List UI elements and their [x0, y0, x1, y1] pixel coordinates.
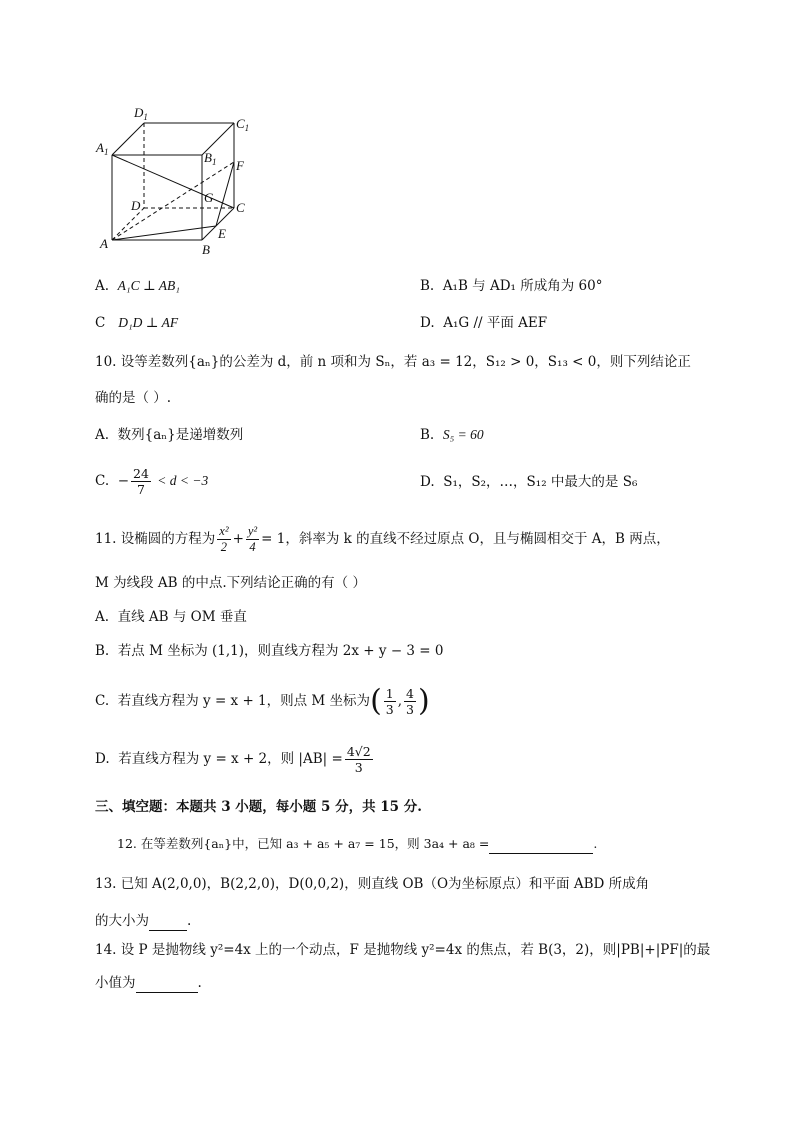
q9-option-a [95, 276, 180, 296]
option-label: C [95, 315, 106, 331]
q14-stem-line2 [95, 973, 202, 993]
q9-option-c [95, 313, 178, 333]
period: . [593, 836, 598, 851]
fraction-denominator: 4 [249, 540, 256, 554]
option-label: B. [95, 643, 110, 659]
fraction-denominator: 3 [385, 702, 394, 717]
q11-option-b [95, 641, 444, 661]
stem-text: 12. 在等差数列{aₙ}中，已知 a₃ + a₅ + a₇ = 15，则 3a₄ + a₈ = [117, 836, 490, 851]
q11-stem-line2: M 为线段 AB 的中点.下列结论正确的有（ ） [95, 575, 366, 591]
fraction-denominator: 3 [406, 702, 414, 717]
period: . [187, 913, 192, 929]
q10-option-c [95, 463, 208, 499]
q9-option-d [420, 313, 547, 333]
option-text: 直线 AB 与 OM 垂直 [117, 609, 247, 625]
option-text: A₁C ⊥ AB₁ [117, 278, 180, 293]
fraction-y2-over-4 [246, 524, 259, 555]
option-text: 若点 M 坐标为 (1,1)，则直线方程为 2x + y − 3 = 0 [117, 643, 444, 659]
fraction-denominator: 2 [220, 540, 228, 554]
label-B: B [202, 242, 210, 257]
option-text: D₁D ⊥ AF [118, 315, 179, 330]
q10-option-b [420, 425, 484, 445]
q10-option-a [95, 425, 243, 445]
q11-option-c [95, 682, 430, 720]
label-D: D [131, 198, 141, 213]
answer-blank [149, 916, 187, 931]
option-text: S₅ = 60 [442, 427, 484, 442]
stem-text: 11. 设椭圆的方程为 [95, 531, 216, 547]
option-label: B. [420, 427, 435, 443]
fraction-numerator: y² [247, 524, 258, 538]
section-3-heading: 三、填空题：本题共 3 小题，每小题 5 分，共 15 分. [95, 799, 422, 815]
label-B1: $B_1$ [204, 150, 217, 167]
option-label: D. [95, 751, 110, 767]
fraction-x2-over-2 [217, 524, 230, 555]
option-text: 若直线方程为 y = x + 2，则 |AB| = [118, 751, 343, 767]
option-text: A₁G // 平面 AEF [443, 315, 548, 331]
q10-stem-line2: 确的是（ ）. [95, 390, 172, 406]
q13-stem-line1: 13. 已知 A(2,0,0)，B(2,2,0)，D(0,0,2)，则直线 OB（O为坐标原点）和平面 ABD 所成角 [95, 876, 650, 892]
fraction-4root2-over-3 [345, 744, 373, 775]
option-label: A. [95, 278, 110, 294]
stem-text: 小值为 [95, 975, 136, 991]
q9-option-b [420, 276, 602, 296]
comma: , [397, 693, 403, 709]
option-label: C. [95, 473, 110, 489]
q12-stem [117, 834, 597, 854]
label-F: F [236, 158, 244, 173]
fraction-denominator: 7 [137, 482, 145, 497]
fraction-numerator: 1 [385, 686, 394, 701]
option-label: B. [420, 278, 435, 294]
edge-A1D1 [112, 123, 144, 155]
label-A1: $A_1$ [96, 140, 109, 157]
period: . [197, 975, 202, 991]
label-C: C [236, 200, 245, 215]
label-E: E [218, 226, 226, 241]
q13-stem-line2 [95, 911, 191, 931]
q14-stem-line1: 14. 设 P 是抛物线 y²=4x 上的一个动点，F 是抛物线 y²=4x 的焦点，若 B(3，2)，则|PB|+|PF|的最 [95, 942, 711, 958]
q10-option-d [420, 472, 637, 492]
minus-sign: − [117, 473, 130, 489]
stem-text: = 1，斜率为 k 的直线不经过原点 O，且与椭圆相交于 A，B 两点， [261, 531, 670, 547]
option-label: C. [95, 693, 110, 709]
q10-stem-line1: 10. 设等差数列{aₙ}的公差为 d，前 n 项和为 Sₙ，若 a₃ = 12，S₁₂ > 0，S₁₃ < 0，则下列结论正 [95, 354, 691, 370]
stem-text: 的大小为 [95, 913, 149, 929]
option-text: 若直线方程为 y = x + 1，则点 M 坐标为 [117, 693, 371, 709]
label-G: G [204, 190, 214, 205]
fraction-numerator: x² [219, 524, 229, 538]
fraction-one-third [384, 686, 396, 717]
option-label: A. [95, 427, 110, 443]
label-A: A [100, 236, 108, 251]
option-label: D. [420, 474, 435, 490]
option-text: S₁，S₂，…，S₁₂ 中最大的是 S₆ [443, 474, 638, 490]
fraction-numerator: 4 [406, 686, 414, 701]
option-label: D. [420, 315, 435, 331]
label-C1: $C_1$ [236, 116, 250, 133]
q11-option-a [95, 607, 247, 627]
inequality-text: < d < −3 [157, 473, 209, 488]
fraction-numerator: 24 [133, 466, 149, 481]
left-paren: ( [370, 683, 382, 719]
q11-stem-line1 [95, 520, 670, 558]
option-text: 数列{aₙ}是递增数列 [117, 427, 244, 443]
cube-figure [92, 100, 262, 260]
right-paren: ) [417, 683, 430, 719]
q11-option-d [95, 740, 375, 778]
segment-AE [112, 226, 216, 240]
fraction-denominator: 3 [354, 760, 363, 775]
plus-sign: + [232, 531, 244, 547]
answer-blank [489, 839, 593, 854]
answer-blank [136, 978, 198, 993]
label-D1: $D_1$ [134, 105, 148, 122]
fraction [131, 466, 151, 497]
option-label: A. [95, 609, 110, 625]
fraction-numerator: 4√2 [346, 744, 371, 759]
fraction-four-thirds [404, 686, 416, 717]
option-text: A₁B 与 AD₁ 所成角为 60° [442, 278, 603, 294]
